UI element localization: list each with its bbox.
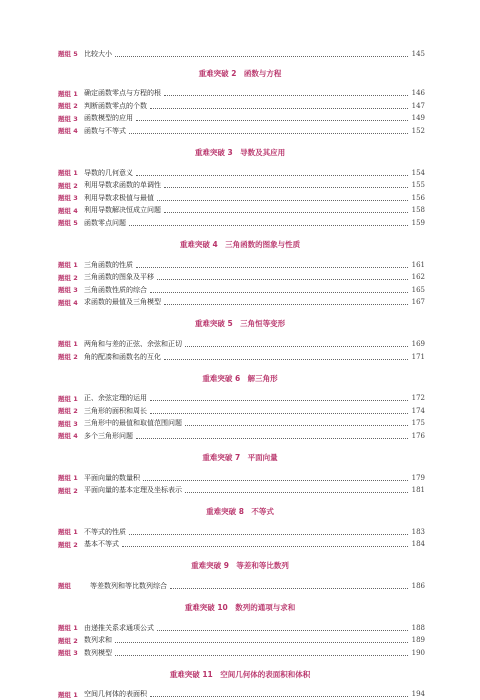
dot-leader — [157, 629, 408, 631]
dot-leader — [143, 479, 408, 481]
toc-entry[interactable] — [58, 485, 425, 496]
entry-title: 利用导数求函数的单调性 — [84, 181, 161, 190]
section-heading: 重难突破 7 平面向量 — [202, 453, 278, 462]
entry-group-tag: 题组 5 — [58, 219, 78, 228]
entry-title: 平面向量的数量积 — [84, 473, 140, 482]
dot-leader — [150, 412, 408, 414]
entry-title: 多个三角形问题 — [84, 431, 133, 440]
toc-entry[interactable] — [58, 351, 425, 362]
entry-group-tag: 题组 1 — [58, 340, 78, 349]
dot-leader — [157, 278, 408, 280]
entry-page-number: 162 — [411, 273, 425, 282]
entry-title: 数列模型 — [84, 648, 112, 657]
entry-page-number: 159 — [411, 218, 425, 227]
dot-leader — [129, 132, 408, 134]
entry-title: 三角函数的图象及平移 — [84, 273, 154, 282]
entry-page-number: 165 — [411, 285, 425, 294]
entry-page-number: 155 — [411, 181, 425, 190]
entry-page-number: 174 — [411, 406, 425, 415]
section-heading: 重难突破 10 数列的通项与求和 — [184, 603, 296, 612]
dot-leader — [164, 94, 408, 96]
entry-title: 正、余弦定理的运用 — [84, 394, 147, 403]
entry-group-tag: 题组 1 — [58, 89, 78, 98]
toc-entry[interactable] — [58, 689, 425, 700]
toc-entry[interactable] — [58, 580, 425, 591]
toc-entry[interactable] — [58, 418, 425, 429]
entry-page-number: 183 — [411, 527, 425, 536]
dot-leader — [129, 533, 408, 535]
entry-group-tag: 题组 2 — [58, 486, 78, 495]
entry-title: 利用导数求极值与最值 — [84, 193, 154, 202]
entry-group-tag: 题组 2 — [58, 407, 78, 416]
entry-title: 函数零点问题 — [84, 218, 126, 227]
entry-title: 确定函数零点与方程的根 — [84, 89, 161, 98]
entry-page-number: 190 — [411, 648, 425, 657]
entry-page-number: 167 — [411, 298, 425, 307]
toc-entry[interactable] — [58, 88, 425, 99]
section-heading: 重难突破 4 三角函数的图象与性质 — [179, 240, 301, 249]
entry-page-number: 145 — [411, 49, 425, 58]
entry-group-tag: 题组 1 — [58, 169, 78, 177]
dot-leader — [150, 399, 408, 401]
toc-entry[interactable] — [58, 297, 425, 308]
section-heading: 重难突破 6 解三角形 — [202, 373, 278, 383]
dot-leader — [136, 174, 408, 176]
entry-title: 三角形的面积和周长 — [84, 406, 147, 415]
entry-title: 导数的几何意义 — [84, 168, 133, 177]
dot-leader — [164, 211, 408, 213]
entry-page-number: 176 — [411, 431, 425, 440]
dot-leader — [115, 55, 408, 57]
dot-leader — [185, 424, 408, 426]
entry-title: 三角函数的性质 — [84, 260, 133, 269]
section-heading: 重难突破 8 不等式 — [206, 507, 274, 517]
entry-title: 函数模型的应用 — [84, 114, 133, 123]
dot-leader — [164, 186, 408, 188]
entry-group-tag: 题组 3 — [58, 114, 78, 123]
entry-group-tag: 题组 1 — [58, 528, 78, 537]
entry-page-number: 179 — [411, 473, 425, 482]
entry-page-number: 172 — [411, 394, 425, 403]
toc-entry[interactable] — [58, 205, 425, 216]
entry-group-tag: 题组 2 — [58, 102, 78, 111]
entry-page-number: 171 — [411, 352, 425, 361]
entry-group-tag: 题组 4 — [58, 206, 78, 215]
entry-page-number: 158 — [411, 206, 425, 215]
entry-title: 数列求和 — [84, 636, 112, 645]
toc-entry[interactable] — [58, 272, 425, 283]
section-heading: 重难突破 2 函数与方程 — [198, 68, 282, 78]
toc-entry[interactable] — [58, 100, 425, 111]
entry-group-tag: 题组 2 — [58, 353, 78, 361]
dot-leader — [115, 654, 408, 656]
entry-title: 基本不等式 — [84, 540, 119, 549]
entry-page-number: 175 — [411, 419, 425, 428]
entry-group-tag: 题组 1 — [58, 690, 78, 699]
toc-entry[interactable] — [58, 125, 425, 136]
dot-leader — [115, 641, 408, 643]
section-heading: 重难突破 3 导数及其应用 — [194, 148, 286, 157]
entry-page-number: 154 — [411, 168, 425, 177]
section-heading: 重难突破 5 三角恒等变形 — [194, 319, 286, 329]
entry-title: 两角和与差的正弦、余弦和正切 — [84, 339, 182, 348]
entry-group-tag: 题组 3 — [58, 194, 78, 203]
entry-group-tag: 题组 2 — [58, 181, 78, 190]
entry-title: 比较大小 — [84, 49, 112, 58]
entry-title: 由递推关系求通项公式 — [84, 623, 154, 632]
dot-leader — [150, 695, 408, 697]
entry-group-tag: 题组 4 — [58, 432, 78, 441]
dot-leader — [157, 199, 408, 201]
dot-leader — [129, 224, 408, 226]
entry-page-number: 161 — [411, 260, 425, 269]
toc-entry[interactable] — [58, 635, 425, 646]
dot-leader — [164, 303, 408, 305]
toc-entry[interactable] — [58, 259, 425, 270]
entry-group-tag: 题组 1 — [58, 624, 78, 632]
entry-title: 判断函数零点的个数 — [84, 101, 147, 110]
entry-title: 函数与不等式 — [84, 126, 126, 135]
entry-page-number: 188 — [411, 623, 425, 632]
entry-page-number: 146 — [411, 89, 425, 98]
toc-entry[interactable] — [58, 284, 425, 295]
dot-leader — [170, 587, 408, 589]
toc-entry[interactable] — [58, 622, 425, 633]
dot-leader — [185, 345, 408, 347]
dot-leader — [136, 437, 408, 439]
entry-title: 利用导数解决恒成立问题 — [84, 206, 161, 215]
entry-group-tag: 题组 3 — [58, 649, 78, 658]
entry-page-number: 184 — [411, 540, 425, 549]
entry-page-number: 169 — [411, 339, 425, 348]
entry-page-number: 181 — [411, 486, 425, 495]
entry-group-tag: 题组 4 — [58, 127, 78, 136]
dot-leader — [150, 107, 408, 109]
toc-entry[interactable] — [58, 113, 425, 124]
entry-title: 三角函数性质的综合 — [84, 285, 147, 294]
section-heading: 重难突破 9 等差和等比数列 — [191, 561, 289, 571]
toc-entry[interactable] — [58, 167, 425, 178]
entry-page-number: 194 — [411, 690, 425, 699]
entry-group-tag: 题组 1 — [58, 394, 78, 403]
dot-leader — [185, 491, 408, 493]
toc-entry[interactable] — [58, 405, 425, 416]
dot-leader — [122, 545, 408, 547]
toc-entry[interactable] — [58, 647, 425, 658]
entry-group-tag: 题组 1 — [58, 261, 78, 269]
entry-title: 不等式的性质 — [84, 527, 126, 536]
entry-group-tag: 题组 3 — [58, 419, 78, 428]
entry-page-number: 189 — [411, 636, 425, 645]
entry-title: 三角形中的最值和取值范围问题 — [84, 419, 182, 428]
toc-entry[interactable] — [58, 393, 425, 404]
toc-entry[interactable] — [58, 430, 425, 441]
toc-entry[interactable] — [58, 180, 425, 191]
entry-title: 角的配凑和函数名的互化 — [84, 352, 161, 361]
entry-title: 空间几何体的表面积 — [84, 690, 147, 699]
entry-group-tag: 题组 — [58, 582, 71, 591]
entry-page-number: 147 — [411, 101, 425, 110]
dot-leader — [150, 291, 408, 293]
toc-entry[interactable] — [58, 192, 425, 203]
entry-title: 求函数的最值及三角模型 — [84, 298, 161, 307]
toc-entry[interactable] — [58, 217, 425, 228]
dot-leader — [136, 119, 408, 121]
entry-group-tag: 题组 2 — [58, 636, 78, 645]
toc-entry[interactable] — [58, 472, 425, 483]
entry-group-tag: 题组 3 — [58, 286, 78, 295]
entry-page-number: 149 — [411, 114, 425, 123]
toc-entry[interactable] — [58, 526, 425, 537]
entry-group-tag: 题组 5 — [58, 50, 78, 58]
entry-page-number: 156 — [411, 193, 425, 202]
entry-title: 等差数列和等比数列综合 — [90, 581, 167, 590]
toc-entry[interactable] — [58, 338, 425, 349]
toc-entry[interactable] — [58, 539, 425, 550]
entry-group-tag: 题组 2 — [58, 540, 78, 549]
entry-page-number: 152 — [411, 126, 425, 135]
entry-title: 平面向量的基本定理及坐标表示 — [84, 486, 182, 495]
dot-leader — [136, 266, 408, 268]
entry-page-number: 186 — [411, 581, 425, 590]
dot-leader — [164, 358, 408, 360]
toc-entry[interactable] — [58, 48, 425, 59]
entry-group-tag: 题组 2 — [58, 273, 78, 282]
entry-group-tag: 题组 1 — [58, 474, 78, 482]
section-heading: 重难突破 11 空间几何体的表面积和体积 — [169, 669, 311, 679]
entry-group-tag: 题组 4 — [58, 298, 78, 307]
